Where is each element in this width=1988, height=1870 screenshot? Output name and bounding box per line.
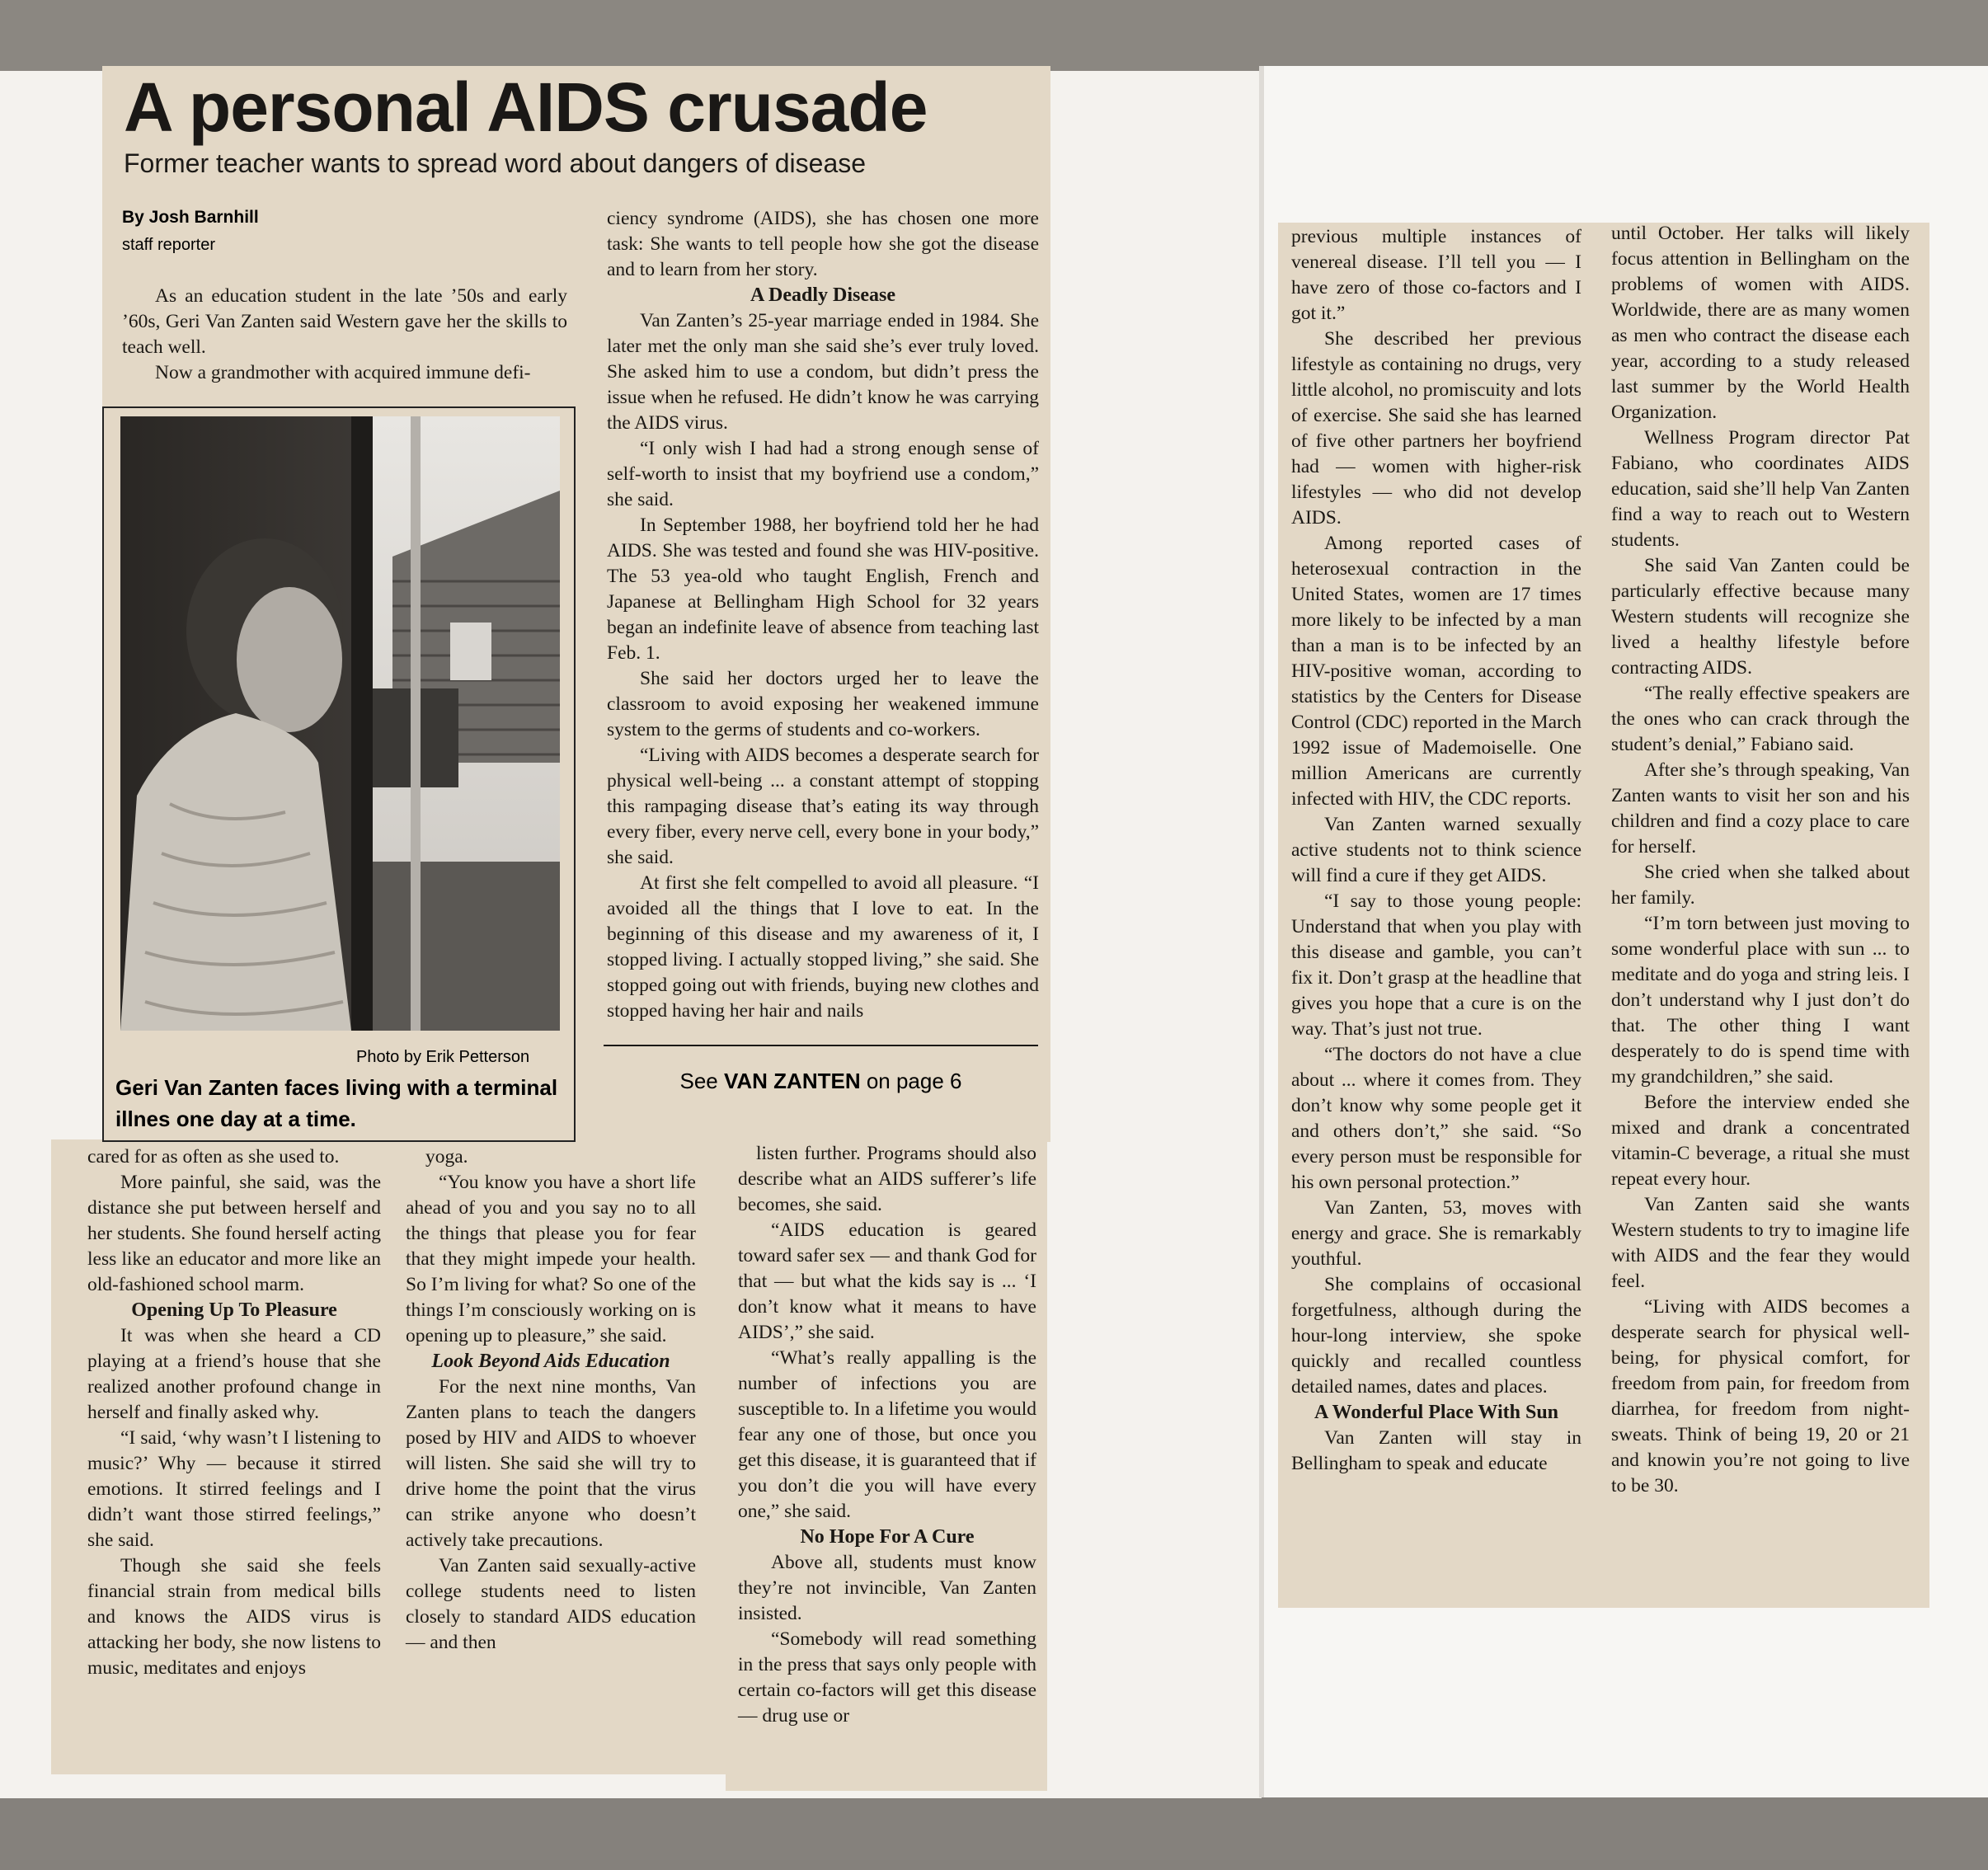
- section-heading: Look Beyond Aids Education: [431, 1351, 670, 1372]
- photo-credit: Photo by Erik Petterson: [356, 1048, 530, 1066]
- paragraph: Van Zanten’s 25-year marriage ended in 1984. She later met the only man she said she’s ever truly loved. She asked him to use a condom, but didn’t press the issue when he refused. He didn’t know he was carrying the AIDS virus.: [607, 310, 1039, 434]
- section-heading: Opening Up To Pleasure: [131, 1299, 337, 1321]
- jump-line: [604, 1069, 1038, 1094]
- paragraph: Though she said she feels financial strain from medical bills and knows the AIDS virus is attacking her body, she now listens to music, meditates and enjoys: [87, 1555, 381, 1679]
- countertop-background-bottom: [0, 1796, 1988, 1870]
- paragraph: She cried when she talked about her family.: [1611, 862, 1910, 909]
- paragraph: “I say to those young people: Understand that when you play with this disease and gamble, you can’t fix it. Don’t grasp at the headline that gives you hope that a cure is on the way. That’s just not true.: [1291, 890, 1581, 1040]
- photo-image: [120, 416, 560, 1031]
- paragraph: She described her previous lifestyle as containing no drugs, very little alcohol, no promiscuity and lots of exercise. She said she has learned of five other partners her boyfriend had — women with higher-risk lifestyles — who did not develop AIDS.: [1291, 328, 1581, 529]
- column-5: [738, 1141, 1036, 1729]
- folder-crease: [1259, 66, 1264, 1797]
- paragraph: She said Van Zanten could be particularly effective because many Western students will recognize she lived a healthy lifestyle before contracting AIDS.: [1611, 555, 1910, 679]
- paragraph: “The doctors do not have a clue about ... where it comes from. They don’t know why some people get it and others don’t,” she said. “So every person must be responsible for his own personal protection.”: [1291, 1044, 1581, 1193]
- paragraph: As an education student in the late ’50s and early ’60s, Geri Van Zanten said Western gave her the skills to teach well.: [122, 285, 567, 358]
- byline: By Josh Barnhill: [122, 208, 259, 227]
- paragraph: ciency syndrome (AIDS), she has chosen one more task: She wants to tell people how she got the disease and to learn from her story.: [607, 208, 1039, 280]
- paragraph: “What’s really appalling is the number of infections you are susceptible to. In a lifetime you would fear any one of those, but once you get this disease, it is guaranteed that if you don’t die you will have every one,” she said.: [738, 1347, 1036, 1522]
- paragraph: listen further. Programs should also describe what an AIDS sufferer’s life becomes, she said.: [738, 1143, 1036, 1215]
- paragraph: previous multiple instances of venereal disease. I’ll tell you — I have zero of those co-factors and I got it.”: [1291, 226, 1581, 324]
- paragraph: She complains of occasional forgetfulness, although during the hour-long interview, she spoke quickly and recalled countless detailed names, dates and places.: [1291, 1274, 1581, 1398]
- byline-role: staff reporter: [122, 236, 216, 254]
- section-heading: No Hope For A Cure: [800, 1526, 975, 1548]
- paragraph: Van Zanten will stay in Bellingham to speak and educate: [1291, 1427, 1581, 1474]
- paragraph: “I only wish I had had a strong enough sense of self-worth to insist that my boyfriend use a condom,” she said.: [607, 438, 1039, 510]
- section-heading: A Deadly Disease: [750, 284, 895, 306]
- paragraph: “Somebody will read something in the press that says only people with certain co-factors will get this disease — drug use or: [738, 1628, 1036, 1727]
- jump-prefix: See: [679, 1069, 724, 1093]
- paragraph: Wellness Program director Pat Fabiano, who coordinates AIDS education, said she’ll help Van Zanten find a way to reach out to Western students.: [1611, 427, 1910, 551]
- jump-name: VAN ZANTEN: [723, 1069, 861, 1093]
- paragraph: Van Zanten warned sexually active students not to think science will find a cure if they get AIDS.: [1291, 814, 1581, 886]
- paragraph: Before the interview ended she mixed and drank a concentrated vitamin-C beverage, a ritual she must repeat every hour.: [1611, 1092, 1910, 1190]
- jump-suffix: on page 6: [860, 1069, 962, 1093]
- paragraph: Among reported cases of heterosexual contraction in the United States, women are 17 times more likely to be infected by a man than a man is to be infected by an HIV-positive woman, according to statistics by the Centers for Disease Control (CDC) reported in the March 1992 issue of Mademoiselle. One million Americans are currently infected with HIV, the CDC reports.: [1291, 533, 1581, 810]
- paragraph: Van Zanten said she wants Western students to try to imagine life with AIDS and the fear they would feel.: [1611, 1194, 1910, 1292]
- paragraph: At first she felt compelled to avoid all pleasure. “I avoided all the things that I love to eat. In the beginning of this disease and my awareness of it, I stopped living. I actually stopped living,” she said. She stopped going out with friends, buying new clothes and stopped having her hair and nails: [607, 872, 1039, 1022]
- paragraph: “I’m torn between just moving to some wonderful place with sun ... to meditate and do yoga and string leis. I don’t understand why I just don’t do that. The other thing I want desperately to do is spend time with my grandchildren,” she said.: [1611, 913, 1910, 1088]
- paragraph: For the next nine months, Van Zanten plans to teach the dangers posed by HIV and AIDS to whoever will listen. She said she will try to drive home the point that the virus can strike anyone who doesn’t actively take precautions.: [406, 1376, 696, 1551]
- subheadline: Former teacher wants to spread word about dangers of disease: [124, 148, 867, 178]
- column-6: [1291, 224, 1581, 1477]
- paragraph: She said her doctors urged her to leave the classroom to avoid exposing her weakened immune system to the germs of students and co-workers.: [607, 668, 1039, 740]
- column-1: [122, 284, 567, 386]
- countertop-background-top: [0, 0, 1988, 74]
- column-2: [607, 206, 1039, 1024]
- paragraph: “Living with AIDS becomes a desperate search for physical well-being ... a constant attempt of stopping this rampaging disease that’s eating its way through every fiber, every nerve cell, every bone in your body,” she said.: [607, 745, 1039, 868]
- divider-rule: [604, 1045, 1038, 1046]
- paragraph: “The really effective speakers are the ones who can crack through the student’s denial,” Fabiano said.: [1611, 683, 1910, 755]
- photo-woman-at-window: [120, 416, 560, 1031]
- column-4: [406, 1144, 696, 1656]
- paragraph: Above all, students must know they’re not invincible, Van Zanten insisted.: [738, 1552, 1036, 1624]
- paragraph: “AIDS education is geared toward safer sex — and thank God for that — but what the kids say is ... ‘I don’t know what it means to have AIDS’,” she said.: [738, 1219, 1036, 1343]
- paragraph: More painful, she said, was the distance she put between herself and her students. She found herself acting less like an educator and more like an old-fashioned school marm.: [87, 1172, 381, 1295]
- paragraph: Van Zanten said sexually-active college students need to listen closely to standard AIDS education — and then: [406, 1555, 696, 1653]
- paragraph: After she’s through speaking, Van Zanten wants to visit her son and his children and find a cozy place to care for herself.: [1611, 759, 1910, 857]
- column-7: [1611, 221, 1910, 1499]
- paragraph: Van Zanten, 53, moves with energy and grace. She is remarkably youthful.: [1291, 1197, 1581, 1270]
- column-3: [87, 1144, 381, 1681]
- paragraph: “You know you have a short life ahead of you and you say no to all the things that please you for fear that they might impede your health. So I’m living for what? So one of the things I’m consciously working on is opening up to pleasure,” she said.: [406, 1172, 696, 1346]
- paragraph: until October. Her talks will likely focus attention in Bellingham on the problems of women with AIDS. Worldwide, there are as many women as men who contract the disease each year, according to a study released last summer by the World Health Organization.: [1611, 223, 1910, 423]
- headline: A personal AIDS crusade: [124, 68, 928, 146]
- paragraph: Now a grandmother with acquired immune defi-: [155, 362, 531, 383]
- photo-caption: Geri Van Zanten faces living with a terminal illnes one day at a time.: [115, 1075, 558, 1131]
- paragraph: In September 1988, her boyfriend told her he had AIDS. She was tested and found she was HIV-positive. The 53 yea-old who taught English, French and Japanese at Bellingham High School for 32 years began an indefinite leave of absence from teaching last Feb. 1.: [607, 514, 1039, 664]
- paragraph: “Living with AIDS becomes a desperate search for physical well-being, for physical comfort, for freedom from pain, for freedom from diarrhea, for freedom from night-sweats. Think of being 19, 20 or 21 and knowin you’re not going to live to be 30.: [1611, 1296, 1910, 1496]
- section-heading: A Wonderful Place With Sun: [1314, 1402, 1559, 1423]
- paragraph: yoga.: [425, 1146, 468, 1168]
- paragraph: cared for as often as she used to.: [87, 1146, 340, 1168]
- paragraph: It was when she heard a CD playing at a friend’s house that she realized another profound change in herself and finally asked why.: [87, 1325, 381, 1423]
- paragraph: “I said, ‘why wasn’t I listening to music?’ Why — because it stirred emotions. It stirred feelings and I didn’t want those stirred feelings,” she said.: [87, 1427, 381, 1551]
